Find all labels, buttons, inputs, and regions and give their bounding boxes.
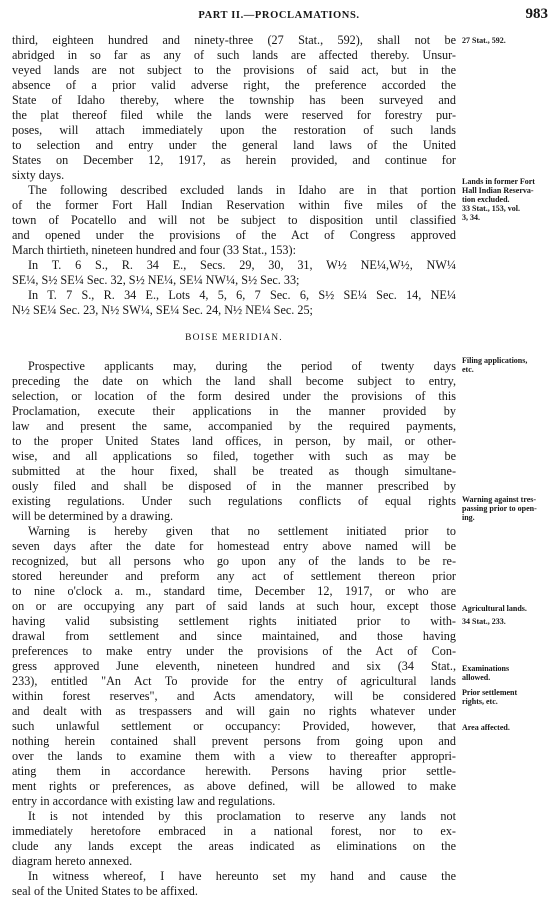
- text-line: preceding the date on which the land shall become subject to entry,: [12, 375, 456, 388]
- margin-note: 27 Stat., 592.: [462, 36, 506, 45]
- text-line: having valid subsisting settlement rights initiated prior to with-: [12, 615, 456, 628]
- margin-note: allowed.: [462, 673, 491, 682]
- text-line: drawal from settlement and since maintained, and those having: [12, 630, 456, 643]
- text-line: veyed lands are not subject to the provisions of said act, but in the: [12, 64, 456, 77]
- margin-note: Lands in former Fort: [462, 177, 535, 186]
- text-line: will be determined by a drawing.: [12, 510, 174, 523]
- margin-note: Area affected.: [462, 723, 510, 732]
- margin-note: Examinations: [462, 664, 510, 673]
- text-line: over the lands to examine them with a view to thereafter appropri-: [12, 750, 456, 763]
- text-line: third, eighteen hundred and ninety-three (27 Stat., 592), shall not be: [12, 34, 456, 47]
- text-line: diagram hereto annexed.: [12, 855, 133, 868]
- text-line: and opened under the provisions of the Act of Congress approved: [12, 229, 456, 242]
- text-line: preferences to make entry under the provisions of the Act of Con-: [12, 645, 456, 658]
- text-line: N½ SE¼ Sec. 23, N½ SW¼, SE¼ Sec. 24, N½ NE¼ Sec. 25;: [12, 304, 313, 317]
- text-line: immediately heretofore embraced in a national forest, nor to ex-: [12, 825, 456, 838]
- text-line: to selection and entry under the general land laws of the United: [12, 139, 456, 152]
- text-line: Warning is hereby given that no settlement initiated prior to: [28, 525, 456, 538]
- margin-note: 34 Stat., 233.: [462, 617, 506, 626]
- text-line: SE¼, S½ SE¼ Sec. 32, S½ NE¼, SE¼ NW¼, S½ Sec. 33;: [12, 274, 300, 287]
- text-line: 233), entitled "An Act To provide for the entry of agricultural lands: [12, 675, 456, 688]
- margin-note: tion excluded.: [462, 195, 510, 204]
- text-line: The following described excluded lands in Idaho are in that portion: [28, 184, 456, 197]
- text-line: gress approved June eleventh, nineteen hundred and six (34 Stat.,: [12, 660, 456, 673]
- text-line: submitted at the hour fixed, shall be treated as though simultane-: [12, 465, 456, 478]
- text-line: poses, will attach immediately upon the restoration of such lands: [12, 124, 456, 137]
- text-line: recognized, but all persons who go upon any of the lands to be re-: [12, 555, 456, 568]
- text-line: sixty days.: [12, 169, 65, 182]
- text-line: Prospective applicants may, during the period of twenty days: [28, 360, 456, 373]
- running-head: PART II.—PROCLAMATIONS.: [198, 10, 360, 21]
- text-line: Proclamation, execute their applications in the manner provided by: [12, 405, 456, 418]
- text-line: ously filed and shall be disposed of in the manner prescribed by: [12, 480, 456, 493]
- text-line: clude any lands except the areas indicated as eliminations on the: [12, 840, 456, 853]
- margin-note: rights, etc.: [462, 697, 498, 706]
- margin-note: etc.: [462, 365, 474, 374]
- text-line: States on December 12, 1917, as herein provided, and continue for: [12, 154, 456, 167]
- text-line: law and present the same, accompanied by the required payments,: [12, 420, 456, 433]
- text-line: town of Pocatello and will not be subject to disposition until classified: [12, 214, 456, 227]
- margin-note: passing prior to open-: [462, 504, 537, 513]
- text-line: and dealt with as trespassers and will gain no rights whatever under: [12, 705, 456, 718]
- text-line: stored hereunder and preform any act of settlement thereon prior: [12, 570, 456, 583]
- margin-note: 33 Stat., 153, vol.: [462, 204, 520, 213]
- text-line: seven days after the date for homestead entry above named will be: [12, 540, 456, 553]
- page-number: 983: [525, 6, 548, 22]
- text-line: absence of a prior valid adverse right, the preference accorded the: [12, 79, 456, 92]
- margin-note: Warning against tres-: [462, 495, 537, 504]
- text-line: wise, and all applications so filed, together with such as may be: [12, 450, 456, 463]
- margin-notes: [462, 0, 554, 842]
- margin-note: 3, 34.: [462, 213, 480, 222]
- text-line: nothing herein contained shall prevent persons from going upon and: [12, 735, 456, 748]
- section-heading: BOISE MERIDIAN.: [185, 333, 283, 343]
- text-line: ating them in accordance herewith. Persons having prior settle-: [12, 765, 456, 778]
- text-line: to the proper United States land offices, in person, by mail, or other-: [12, 435, 456, 448]
- text-line: seal of the United States to be affixed.: [12, 885, 198, 898]
- text-line: In T. 6 S., R. 34 E., Secs. 29, 30, 31, W½ NE¼,W½, NW¼: [28, 259, 456, 272]
- text-line: State of Idaho thereby, where the township has been surveyed and: [12, 94, 456, 107]
- text-line: entry in accordance with existing law and regulations.: [12, 795, 276, 808]
- text-line: to nine o'clock a. m., standard time, December 12, 1917, or who are: [12, 585, 456, 598]
- text-line: selection, or location of the form desired under the provisions of this: [12, 390, 456, 403]
- text-line: In T. 7 S., R. 34 E., Lots 4, 5, 6, 7 Sec. 6, S½ SE¼ Sec. 14, NE¼: [28, 289, 456, 302]
- margin-note: ing.: [462, 513, 475, 522]
- text-line: within forest reserves", and Acts amendatory, will be considered: [12, 690, 456, 703]
- text-line: such unlawful settlement or occupancy: Provided, however, that: [12, 720, 456, 733]
- margin-note: Agricultural lands.: [462, 604, 527, 613]
- text-line: ment rights or preferences, as above defined, will be allowed to make: [12, 780, 456, 793]
- text-line: In witness whereof, I have hereunto set my hand and cause the: [28, 870, 456, 883]
- text-line: the plat thereof filed while the lands were reserved for forestry pur-: [12, 109, 456, 122]
- text-line: abridged in so far as any of such lands are affected thereby. Unsur-: [12, 49, 456, 62]
- text-line: It is not intended by this proclamation to reserve any lands not: [28, 810, 456, 823]
- text-line: on or are occupying any part of said lands at such hour, except those: [12, 600, 456, 613]
- margin-note: Hall Indian Reserva-: [462, 186, 534, 195]
- text-line: March thirtieth, nineteen hundred and four (33 Stat., 153):: [12, 244, 296, 257]
- margin-note: Filing applications,: [462, 356, 528, 365]
- text-line: of the former Fort Hall Indian Reservation within five miles of the: [12, 199, 456, 212]
- margin-note: Prior settlement: [462, 688, 518, 697]
- text-line: existing regulations. Under such regulations conflicts of equal rights: [12, 495, 456, 508]
